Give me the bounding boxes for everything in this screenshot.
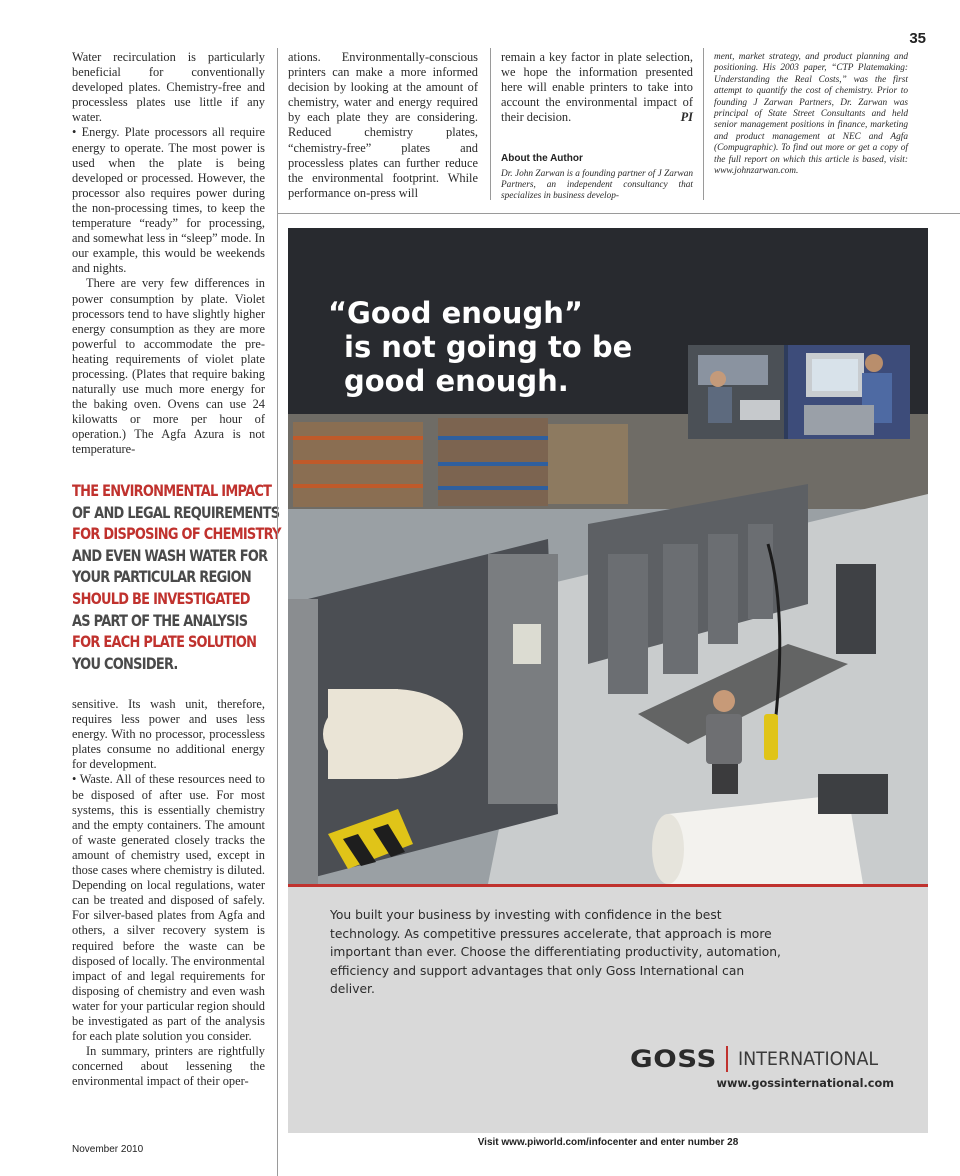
author-heading: About the Author bbox=[501, 153, 583, 165]
pull-quote-line: SHOULD BE INVESTIGATED bbox=[72, 588, 250, 608]
column-divider bbox=[703, 48, 704, 200]
column-divider bbox=[277, 48, 278, 200]
author-bio: Dr. John Zarwan is a founding partner of J Zarwan Partners, an independent consultancy that specializes in business develop- bbox=[501, 168, 693, 202]
pull-quote bbox=[72, 480, 281, 674]
pull-quote-line: OF AND LEGAL REQUIREMENTS bbox=[72, 502, 280, 522]
paragraph: • Energy. Plate processors all require energy to operate. The most power is used when the plate is being developed or processed. However, the processor also requires power during the non-processing times, to keep the temperature “ready” for processing, and somewhat less in “sleep” mode. In our example, this would be weekends and nights. bbox=[72, 125, 265, 276]
goss-advertisement[interactable] bbox=[288, 228, 928, 1133]
article-column-3 bbox=[501, 50, 693, 203]
paragraph: In summary, printers are rightfully concerned about lessening the environmental impact of their oper- bbox=[72, 1044, 265, 1089]
pull-quote-line: AND EVEN WASH WATER FOR bbox=[72, 545, 268, 565]
paragraph: There are very few differences in power consumption by plate. Violet processors tend to have slightly higher energy consumption as they are more powerful to accommodate the pre-heating requirements of violet plate processing. (Plates that require baking naturally use much more energy for the baking oven. Ovens can use 24 kilowatts or more per hour of operation.) The Agfa Azura is not temperature- bbox=[72, 276, 265, 457]
logo-wordmark-international: INTERNATIONAL bbox=[737, 1048, 878, 1070]
publication-signoff: PI bbox=[680, 110, 693, 125]
horizontal-divider bbox=[277, 213, 960, 214]
author-bio-continued: ment, market strategy, and product planning and positioning. His 2003 paper, “CTP Platemaking: Understanding the Real Costs,” was the first attempt to quantify the cost of chemistry. Prior to founding J Zarwan Partners, Dr. Zarwan was principal of State Street Consultants and held senior management positions in finance, marketing and product management at NEC and Agfa (Compugraphic). To find out more or get a copy of the full report on which this article is based, visit: www.johnzarwan.com. bbox=[714, 52, 908, 177]
goss-international-logo bbox=[630, 1045, 890, 1075]
pull-quote-line: THE ENVIRONMENTAL IMPACT bbox=[72, 481, 272, 500]
article-column-1-top bbox=[72, 50, 265, 458]
article-column-2 bbox=[288, 50, 478, 201]
closing-paragraph: remain a key factor in plate selection, we hope the information presented here will enable printers to take into account the environmental impact of their decision. bbox=[501, 50, 693, 125]
paragraph: sensitive. Its wash unit, therefore, requires less power and uses less energy. With no processor, processless plates consume no additional energy for development. bbox=[72, 697, 265, 772]
headline-line: is not going to be bbox=[344, 330, 633, 364]
footer-date: November 2010 bbox=[72, 1144, 144, 1155]
article-column-1-bottom bbox=[72, 697, 265, 1089]
footer-infocenter-note: Visit www.piworld.com/infocenter and enter number 28 bbox=[477, 1137, 739, 1148]
ad-website-link[interactable]: www.gossinternational.com bbox=[716, 1077, 894, 1090]
column-divider bbox=[490, 48, 491, 200]
headline-line: “Good enough” bbox=[328, 296, 583, 330]
press-room-photo bbox=[288, 414, 928, 884]
ad-body-copy: You built your business by investing with confidence in the best technology. As competitive pressures accelerate, that approach is more important than ever. Choose the differentiating productivity, automation, efficiency and support advantages that only Goss International can deliver. bbox=[330, 908, 781, 996]
ad-divider-line bbox=[288, 884, 928, 887]
paragraph: ations. Environmentally-conscious printers can make a more informed decision by looking at the amount of chemistry, water and energy required by each plate they are considering. Reduced chemistry plates, “chemistry-free” plates and processless plates can further reduce the environmental footprint. While performance on-press will bbox=[288, 50, 478, 200]
paragraph bbox=[501, 50, 693, 125]
pull-quote-line: YOU CONSIDER. bbox=[72, 653, 178, 673]
headline-line: good enough. bbox=[344, 364, 569, 398]
paragraph: • Waste. All of these resources need to be disposed of after use. For most systems, this is essentially chemistry and the empty containers. The amount of waste generated closely tracks the amount of chemistry used, except in those cases where chemistry is diluted. Depending on local regulations, water can be treated and disposed of safely. For silver-based plates from Agfa and others, a silver recovery system is required before the waste can be disposed of locally. The environmental impact of and legal requirements for disposing of chemistry and even wash water for your particular region should be investigated as part of the analysis for each plate solution you consider. bbox=[72, 772, 265, 1044]
pull-quote-line: FOR DISPOSING OF CHEMISTRY bbox=[72, 524, 281, 544]
pull-quote-line: AS PART OF THE ANALYSIS bbox=[72, 610, 248, 630]
column-divider bbox=[277, 200, 278, 1176]
logo-separator bbox=[726, 1046, 728, 1072]
pull-quote-line: YOUR PARTICULAR REGION bbox=[72, 567, 251, 587]
page-number: 35 bbox=[909, 30, 926, 47]
operators-inset-photo bbox=[688, 345, 910, 439]
pull-quote-line: FOR EACH PLATE SOLUTION bbox=[72, 632, 257, 652]
ad-headline bbox=[328, 296, 632, 398]
logo-wordmark-goss: GOSS bbox=[630, 1045, 717, 1073]
paragraph: Water recirculation is particularly beneficial for conventionally developed plates. Chemistry-free and processless plates use little if any water. bbox=[72, 50, 265, 125]
